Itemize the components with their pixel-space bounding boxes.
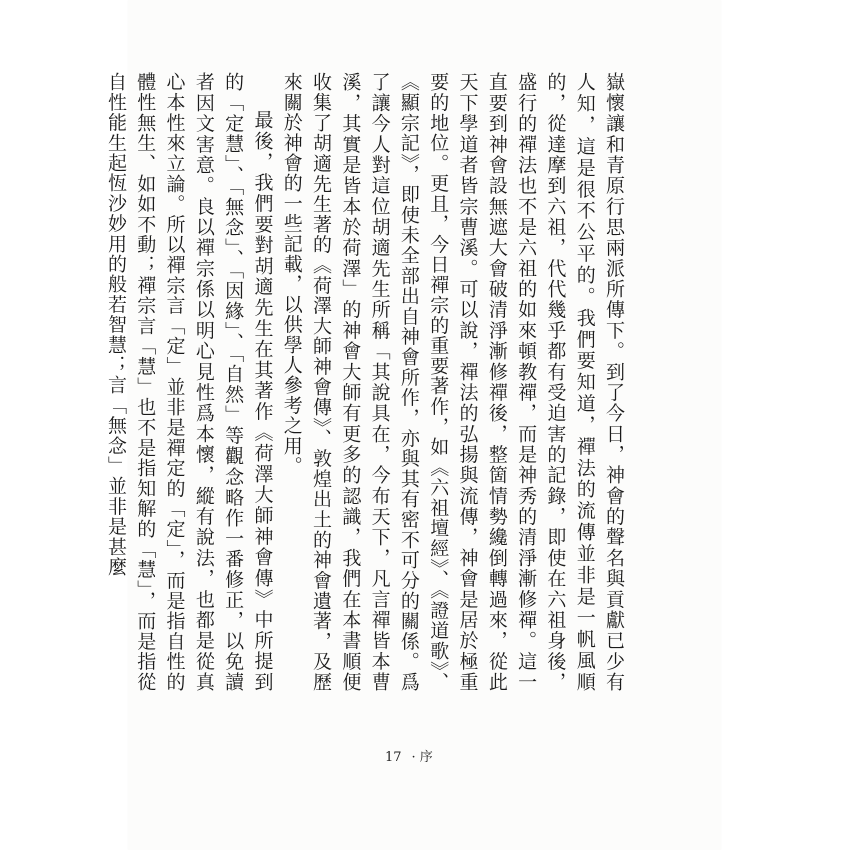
paragraph-2: 最後，我們要對胡適先生在其著作《荷澤大師神會傳》中所提到的「定慧」、「無念」、「因緣」、「自然」等觀念略作一番修正，以免讀者因文害意。良以禪宗係以明心見性爲本懷，縱有說法，也都是從真心本性來立論。所以禪宗言「定」並非是禪定的「定」，而是指自性的體性無生、如如不動；禪宗言「慧」也不是指知解的「慧」，而是指從自性能生起恆沙妙用的般若智慧；言「無念」並非是甚麼 bbox=[104, 72, 274, 692]
vertical-text-body bbox=[104, 72, 628, 692]
separator-dot: · bbox=[411, 750, 416, 765]
page-footer bbox=[385, 746, 433, 765]
paragraph-1: 嶽懷讓和青原行思兩派所傳下。到了今日，神會的聲名與貢獻已少有人知，這是很不公平的。我們要知道，禪法的流傳並非是一帆風順的，從達摩到六祖，代代幾乎都有受迫害的記錄，即使在六祖身後，盛行的禪法也不是六祖的如來頓教禪，而是神秀的清淨漸修禪。這一直要到神會設無遮大會破清淨漸修禪後，整箇情勢纔倒轉過來，從此天下學道者皆宗曹溪。可以說，禪法的弘揚與流傳，神會是居於極重要的地位。更且，今日禪宗的重要著作，如《六祖壇經》、《證道歌》、《顯宗記》，即使未全部出自神會所作，亦與其有密不可分的關係。爲了讓今人對這位胡適先生所稱「其說具在，今布天下，凡言禪皆本曹溪，其實是皆本於荷澤」的神會大師有更多的認識，我們在本書順便收集了胡適先生著的《荷澤大師神會傳》、敦煌出土的神會遺著，及歷來關於神會的一些記載，以供學人參考之用。 bbox=[280, 72, 625, 692]
section-label: 序 bbox=[419, 750, 433, 765]
page-number: 17 bbox=[385, 750, 402, 765]
